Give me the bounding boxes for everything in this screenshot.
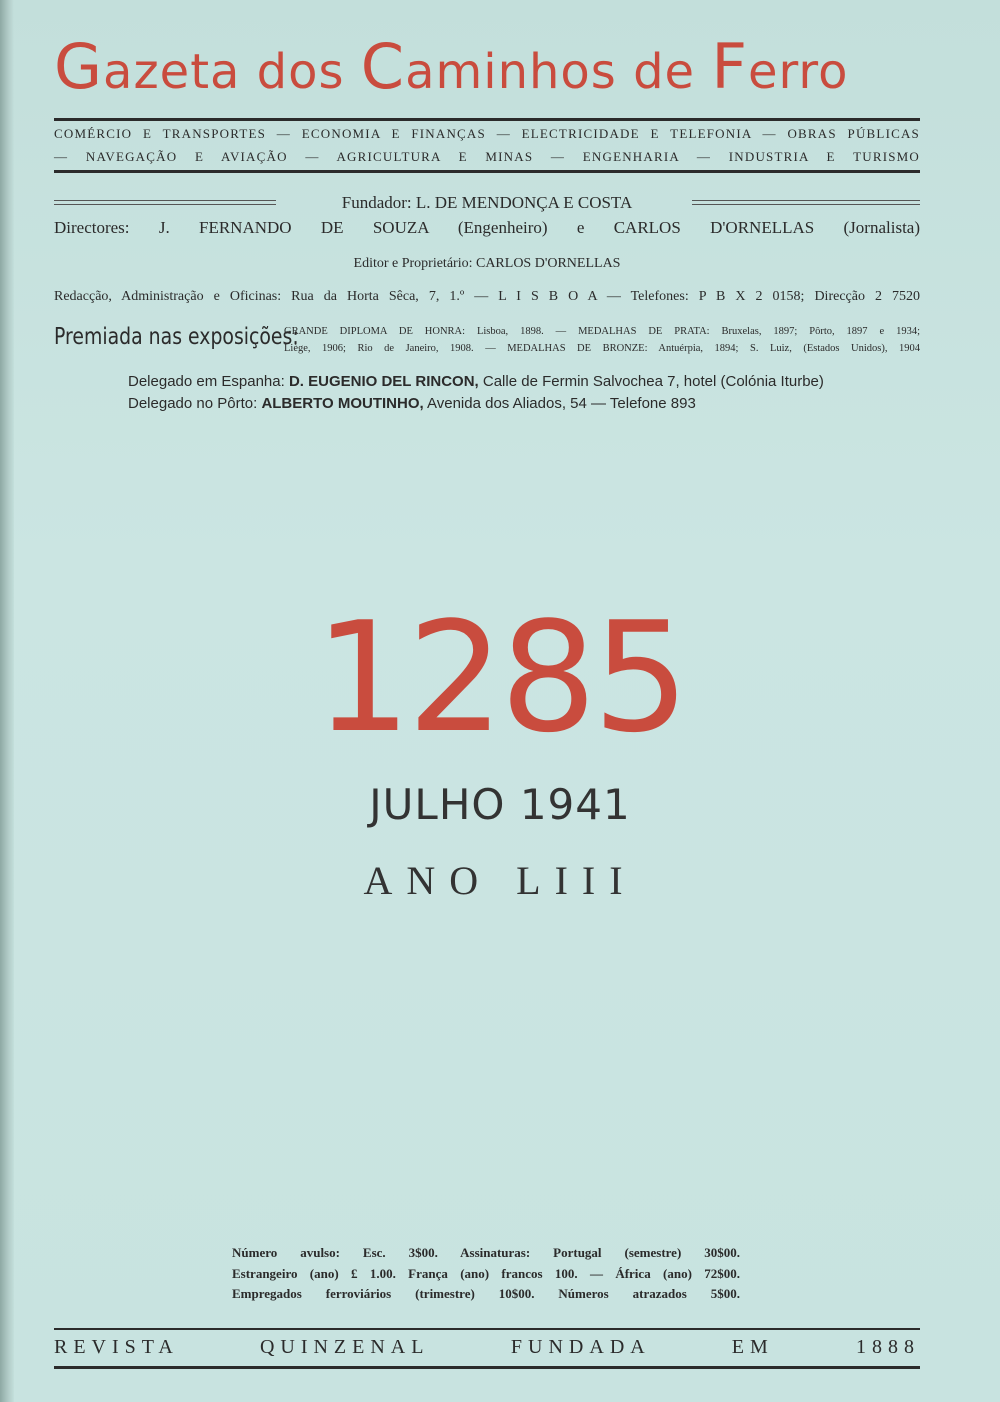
delegate-spain-name: D. EUGENIO DEL RINCON,: [288, 373, 479, 390]
prices-line-3: Empregados ferroviários (trimestre) 10$00. Números atrazados 5$00.: [232, 1286, 740, 1301]
issue-date: JULHO 1941: [369, 780, 631, 829]
footer-rule-top: [54, 1328, 920, 1330]
founder-rule-right: [692, 200, 920, 205]
masthead-title: [54, 30, 920, 110]
masthead-initial-c: C: [360, 30, 406, 103]
delegate-spain-label: Delegado em Espanha:: [128, 373, 285, 390]
masthead-text-2: aminhos de: [405, 44, 712, 100]
subjects-line-1: COMÉRCIO E TRANSPORTES — ECONOMIA E FINANÇAS — ELECTRICIDADE E TELEFONIA — OBRAS PÚBLICAS: [54, 126, 920, 141]
delegate-porto-address: Avenida dos Aliados, 54 — Telefone 893: [427, 395, 696, 412]
subjects-line-2: — NAVEGAÇÃO E AVIAÇÃO — AGRICULTURA E MINAS — ENGENHARIA — INDUSTRIA E TURISMO: [54, 149, 920, 164]
editor-line: Editor e Proprietário: CARLOS D'ORNELLAS: [353, 256, 621, 271]
awards-line-2: Liège, 1906; Rio de Janeiro, 1908. — MEDALHAS DE BRONZE: Antuérpia, 1894; S. Luiz, (Estados Unidos), 1904: [284, 343, 920, 354]
footer-tagline: REVISTA QUINZENAL FUNDADA EM 1888: [54, 1336, 920, 1358]
delegate-porto-label: Delegado no Pôrto:: [128, 395, 258, 412]
delegate-spain-address: Calle de Fermin Salvochea 7, hotel (Colónia Iturbe): [482, 373, 824, 390]
prices-line-1: Número avulso: Esc. 3$00. Assinaturas: Portugal (semestre) 30$00.: [232, 1245, 740, 1260]
issue-year: ANO LIII: [363, 858, 637, 903]
masthead-text-1: azeta dos: [103, 44, 361, 100]
masthead-text-3: erro: [748, 44, 849, 100]
delegate-porto: [128, 395, 840, 412]
awards-line-1: GRANDE DIPLOMA DE HONRA: Lisboa, 1898. — MEDALHAS DE PRATA: Bruxelas, 1897; Pôrto, 1897 e 1934;: [284, 326, 920, 337]
masthead-initial-g: G: [54, 30, 104, 103]
masthead-initial-f: F: [711, 30, 748, 103]
issue-number: 1285: [314, 589, 686, 766]
delegate-spain: [128, 373, 840, 390]
prices-line-2: Estrangeiro (ano) £ 1.00. França (ano) francos 100. — África (ano) 72$00.: [232, 1266, 740, 1281]
footer-rule-bottom: [54, 1366, 920, 1369]
masthead-rule-top: [54, 118, 920, 121]
office-address-line: Redacção, Administração e Oficinas: Rua da Horta Sêca, 7, 1.º — L I S B O A — Telefones: P B X 2 0158; Direcção 2 7520: [54, 289, 920, 304]
directors-line: Directores: J. FERNANDO DE SOUZA (Engenheiro) e CARLOS D'ORNELLAS (Jornalista): [54, 218, 920, 237]
founder-line: Fundador: L. DE MENDONÇA E COSTA: [341, 193, 633, 212]
delegate-porto-name: ALBERTO MOUTINHO,: [261, 395, 424, 412]
masthead-rule-bottom: [54, 170, 920, 173]
awards-title: Premiada nas exposições:: [54, 324, 299, 350]
